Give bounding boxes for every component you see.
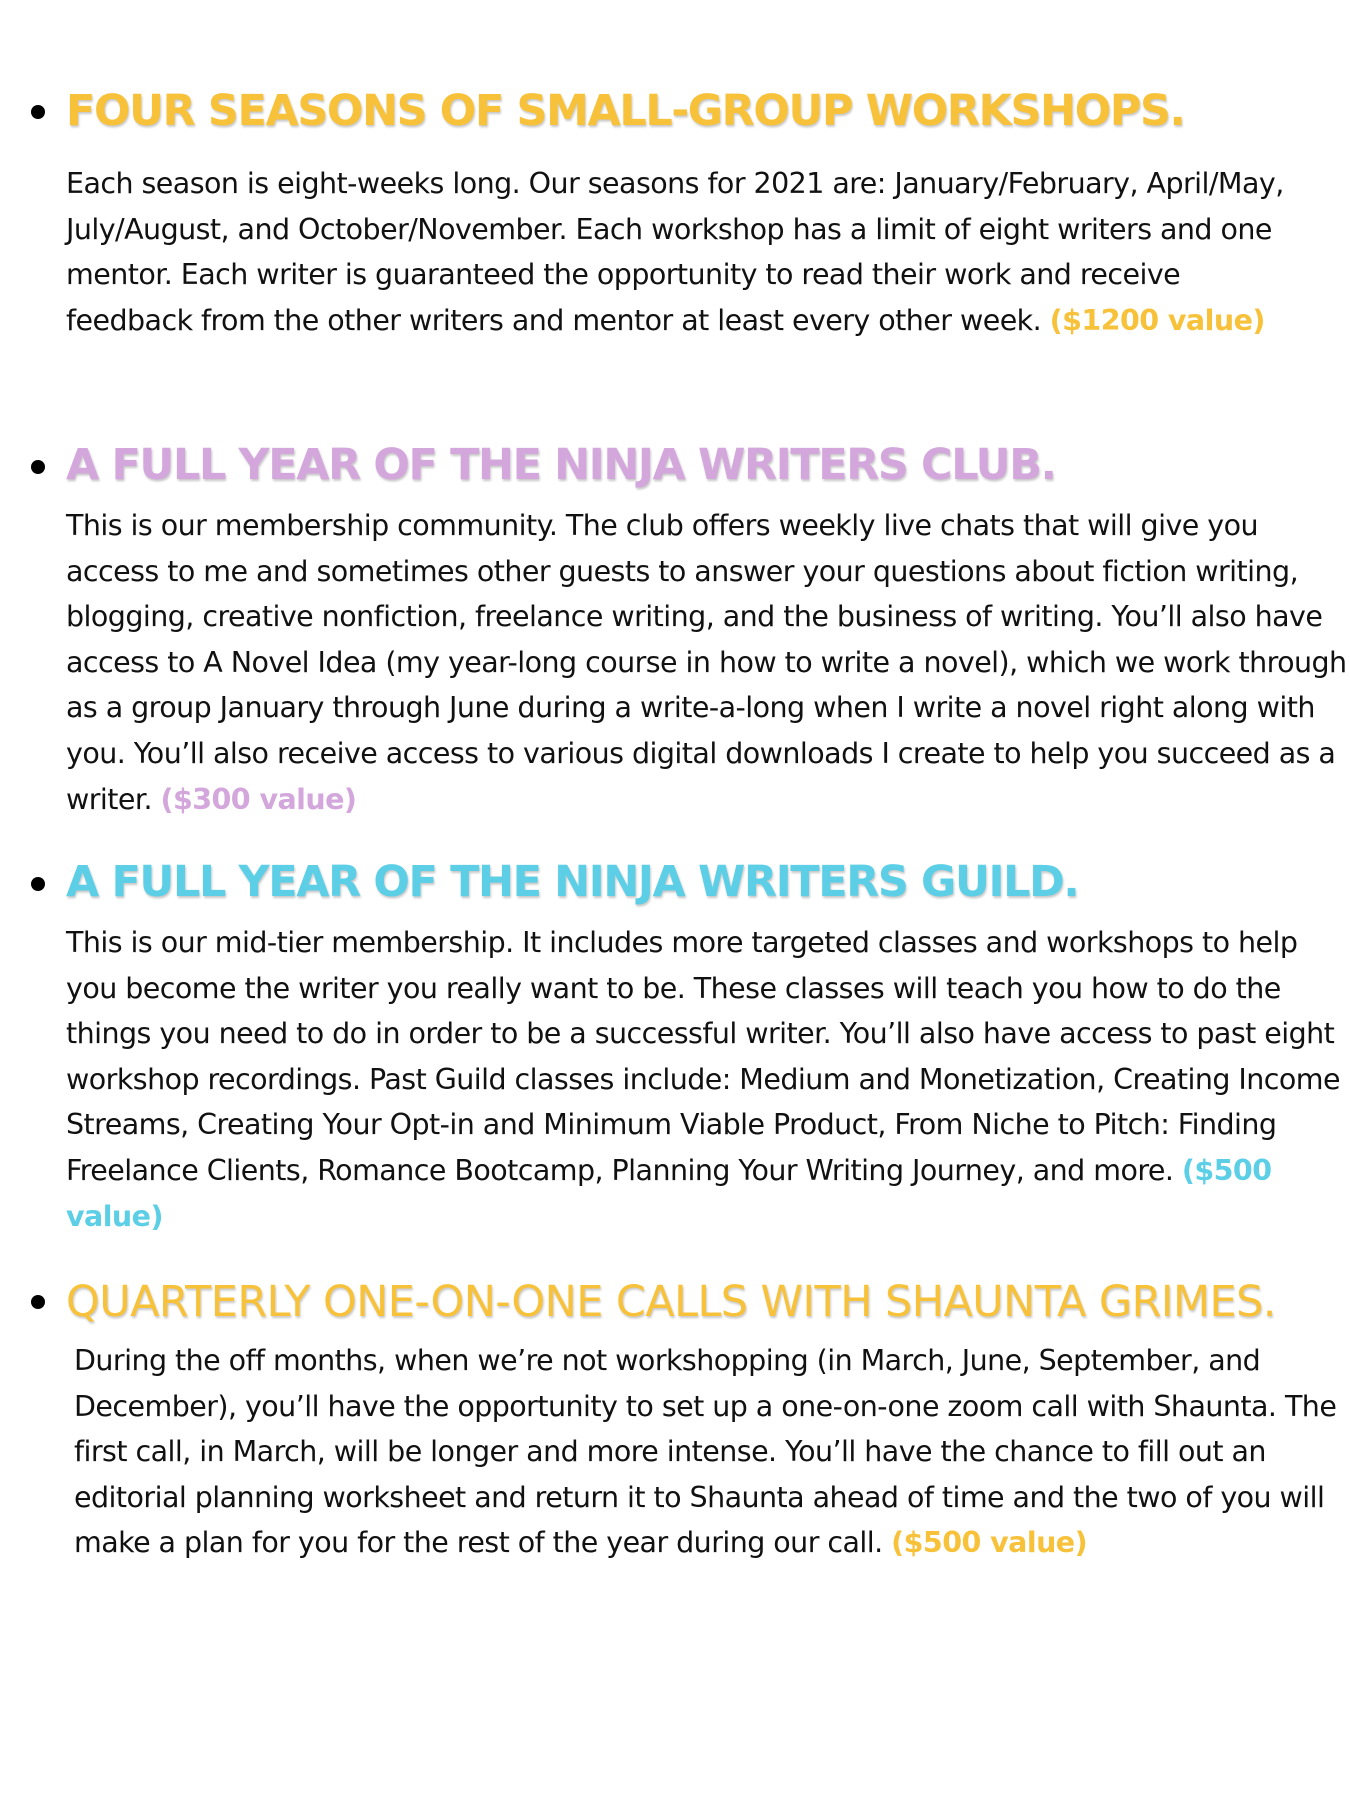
section-heading: A FULL YEAR OF THE NINJA WRITERS CLUB. <box>66 440 1056 490</box>
bullet-icon <box>31 877 45 891</box>
bullet-icon <box>31 105 45 119</box>
value-badge: ($500 value) <box>66 1153 1272 1233</box>
section-body <box>66 161 1286 343</box>
section-body <box>66 920 1348 1239</box>
value-badge: ($500 value) <box>891 1526 1088 1560</box>
section-description: Each season is eight-weeks long. Our seasons for 2021 are: January/February, April/May, July/August, and October/November. Each workshop has a limit of eight writers and one mentor. Each writer is guaranteed the opportunity to read their work and receive feedback from the other writers and mentor at least every other week. <box>66 167 1284 337</box>
value-badge: ($300 value) <box>160 782 357 816</box>
bullet-icon <box>31 1295 45 1309</box>
section-heading: QUARTERLY ONE-ON-ONE CALLS WITH SHAUNTA GRIMES. <box>66 1277 1276 1327</box>
section-body <box>74 1338 1348 1566</box>
section-description: During the off months, when we’re not workshopping (in March, June, September, and December), you’ll have the opportunity to set up a one-on-one zoom call with Shaunta. The first call, in March, will be longer and more intense. You’ll have the chance to fill out an editorial planning worksheet and return it to Shaunta ahead of time and the two of you will make a plan for you for the rest of the year during our call. <box>74 1344 1337 1560</box>
section-description: This is our membership community. The club offers weekly live chats that will give you access to me and sometimes other guests to answer your questions about fiction writing, blogging, creative nonfiction, freelance writing, and the business of writing. You’ll also have access to A Novel Idea (my year-long course in how to write a novel), which we work through as a group January through June during a write-a-long when I write a novel right along with you. You’ll also receive access to various digital downloads I create to help you succeed as a writer. <box>66 509 1347 816</box>
section-body <box>66 503 1348 822</box>
value-badge: ($1200 value) <box>1049 303 1265 337</box>
section-heading: FOUR SEASONS OF SMALL-GROUP WORKSHOPS. <box>66 86 1185 136</box>
section-heading: A FULL YEAR OF THE NINJA WRITERS GUILD. <box>66 857 1079 907</box>
bullet-icon <box>31 460 45 474</box>
section-description: This is our mid-tier membership. It includes more targeted classes and workshops to help you become the writer you really want to be. These classes will teach you how to do the things you need to do in order to be a successful writer. You’ll also have access to past eight workshop recordings. Past Guild classes include: Medium and Monetization, Creating Income Streams, Creating Your Opt-in and Minimum Viable Product, From Niche to Pitch: Finding Freelance Clients, Romance Bootcamp, Planning Your Writing Journey, and more. <box>66 926 1341 1187</box>
